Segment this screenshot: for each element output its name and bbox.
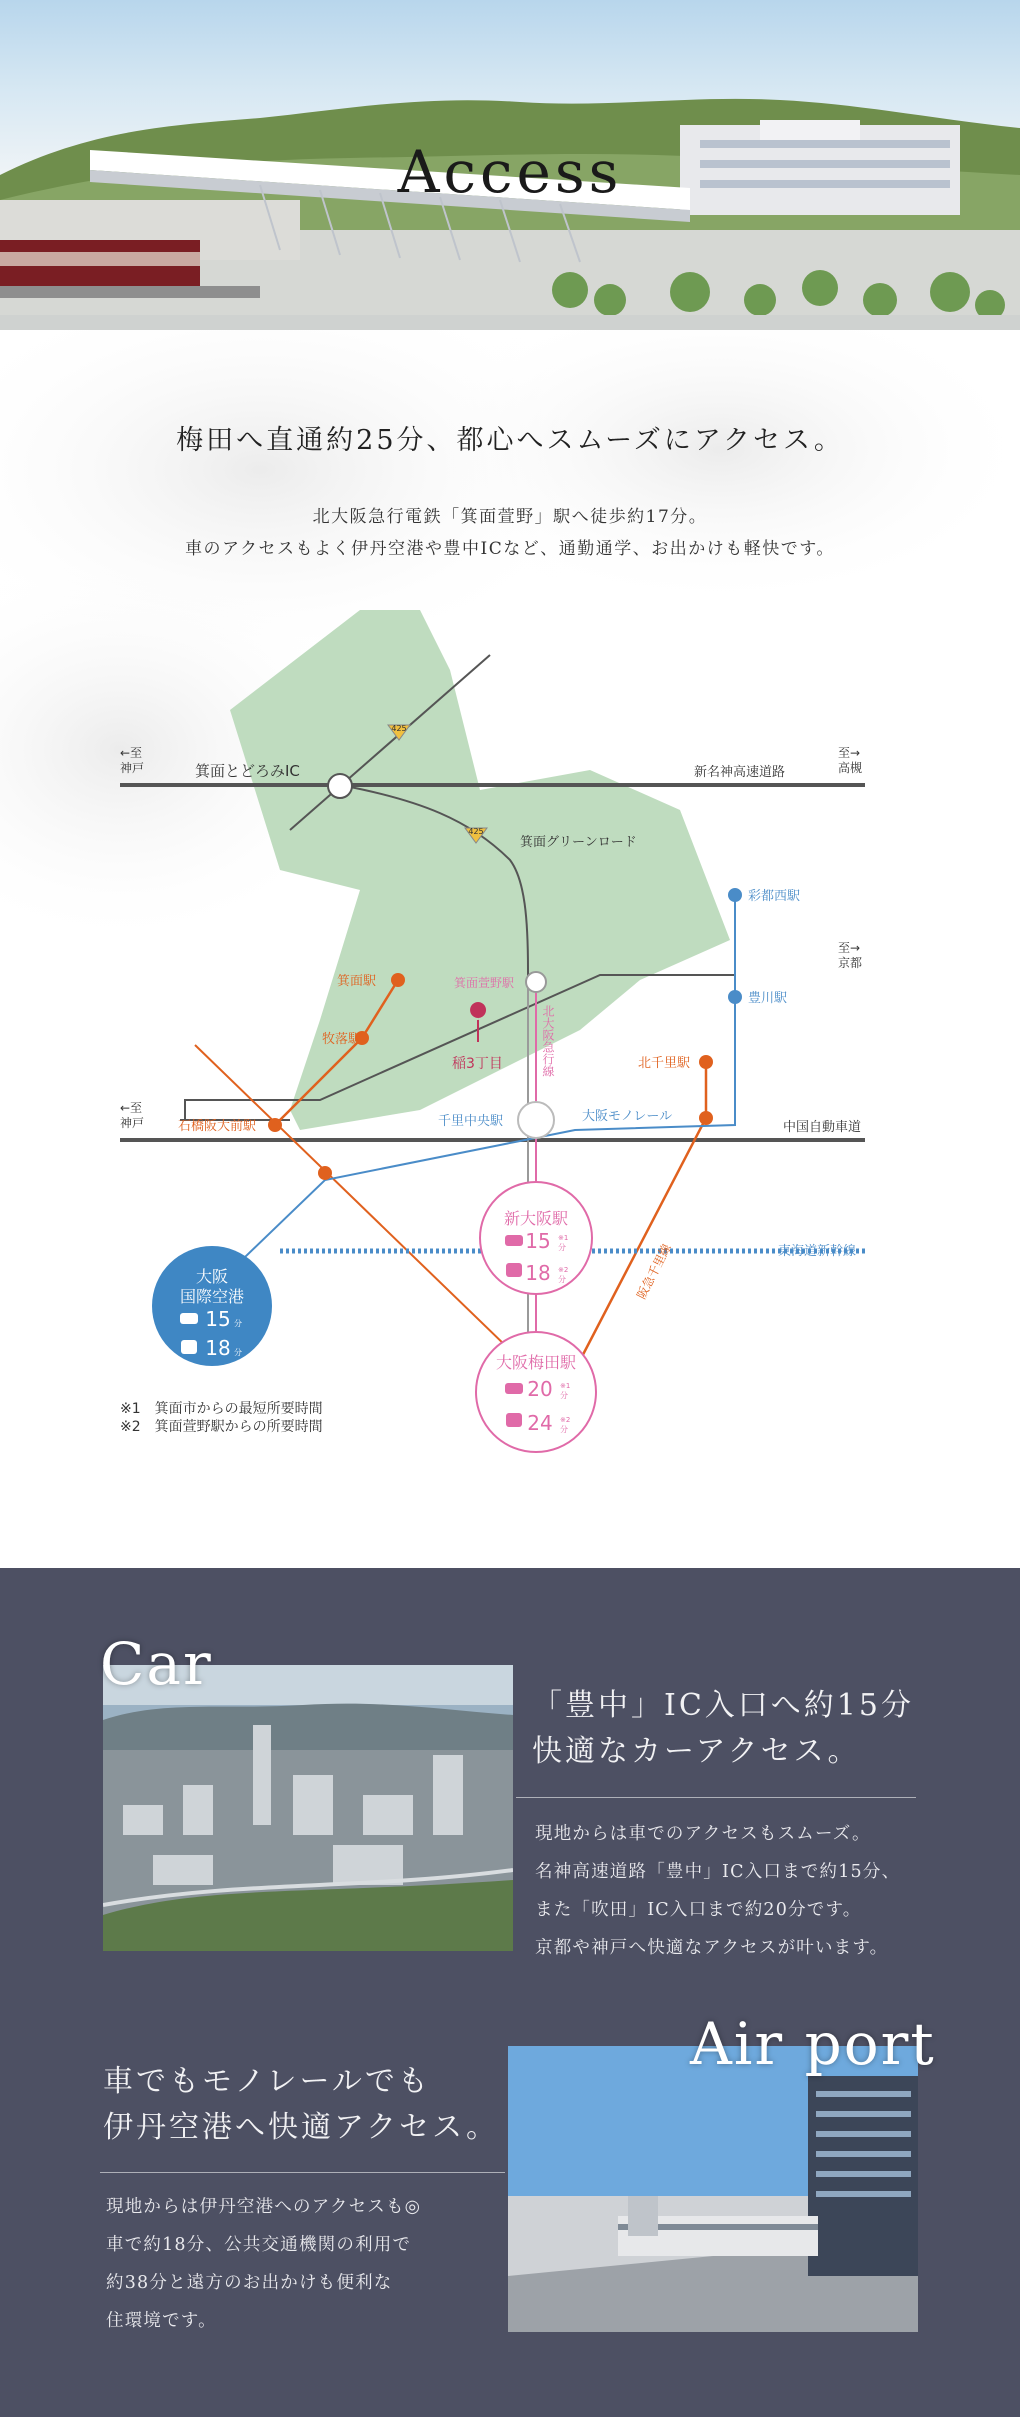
svg-text:分: 分	[234, 1348, 242, 1357]
minoh-city-area	[230, 610, 730, 1130]
svg-text:大阪: 大阪	[195, 1267, 229, 1286]
airport-photo	[508, 2046, 918, 2332]
svg-text:15: 15	[525, 1229, 551, 1253]
intro-headline: 梅田へ直通約25分、都心へスムーズにアクセス。	[176, 425, 844, 456]
station-dot-senri-chuo	[518, 1102, 554, 1138]
ic-label: 箕面とどろみIC	[195, 762, 300, 780]
station-dot-minoh	[391, 973, 405, 987]
hub-umeda	[476, 1332, 596, 1452]
intro-line-1: 北大阪急行電鉄「箕面萱野」駅へ徒歩約17分。	[312, 507, 708, 527]
station-minoh-kayano: 箕面萱野駅	[454, 976, 515, 990]
svg-text:15: 15	[205, 1307, 231, 1331]
svg-text:神戸: 神戸	[120, 761, 145, 775]
airport-divider	[100, 2172, 505, 2173]
shinmeishin-label: 新名神高速道路	[694, 765, 786, 780]
hub-shin-osaka	[480, 1182, 592, 1294]
site-label: 稲3丁目	[452, 1056, 503, 1072]
svg-text:※1: ※1	[558, 1234, 569, 1242]
svg-text:大阪梅田駅: 大阪梅田駅	[495, 1353, 577, 1372]
ic-marker	[328, 774, 352, 798]
svg-text:分: 分	[560, 1391, 568, 1400]
station-dot-yamada	[699, 1111, 713, 1125]
station-dot-minoh-kayano	[526, 972, 546, 992]
shinkansen-label: 東海道新幹線	[778, 1244, 857, 1259]
svg-text:神戸: 神戸	[120, 1116, 145, 1130]
car-photo	[103, 1665, 513, 1951]
car-body: 現地からは車でのアクセスもスムーズ。 名神高速道路「豊中」IC入口まで約15分、 また「吹田」IC入口まで約20分です。 京都や神戸へ快適なアクセスが叶います。	[535, 1824, 901, 1958]
page-title: Access	[397, 138, 623, 206]
svg-text:24: 24	[527, 1411, 553, 1435]
station-minoh: 箕面駅	[337, 974, 377, 989]
svg-text:国際空港: 国際空港	[179, 1287, 245, 1306]
car-section-label: Car	[100, 1630, 213, 1698]
airport-headline-2: 伊丹空港へ快適アクセス。	[103, 2110, 499, 2145]
svg-text:※2: ※2	[560, 1416, 571, 1424]
station-dot-kitasenri	[699, 1055, 713, 1069]
access-detail-section	[0, 1568, 1020, 2417]
svg-text:京都: 京都	[838, 956, 863, 970]
svg-text:至→: 至→	[838, 746, 861, 760]
svg-text:425: 425	[391, 724, 407, 733]
hero-banner	[0, 0, 1020, 330]
monorail-label: 大阪モノレール	[582, 1109, 673, 1124]
station-dot-toyokawa	[728, 990, 742, 1004]
station-dot-saito	[728, 888, 742, 902]
svg-text:425: 425	[468, 827, 484, 836]
airport-section-label: Air port	[690, 2010, 936, 2078]
kitakyu-label: 北大阪急行線	[541, 1005, 555, 1077]
svg-text:※2: ※2	[558, 1266, 569, 1274]
svg-text:18: 18	[525, 1261, 551, 1285]
hankyu-senri-label: 阪急千里線	[634, 1241, 674, 1302]
intro-line-2: 車のアクセスもよく伊丹空港や豊中ICなど、通勤通学、お出かけも軽快です。	[185, 539, 835, 559]
map-note-2: ※2 箕面萱野駅からの所要時間	[120, 1419, 323, 1435]
station-dot-hotarugaike	[318, 1166, 332, 1180]
green-road-label: 箕面グリーンロード	[520, 835, 637, 850]
car-headline-1: 「豊中」IC入口へ約15分	[532, 1688, 914, 1723]
svg-text:至→: 至→	[838, 941, 861, 955]
airport-headline-1: 車でもモノレールでも	[103, 2064, 431, 2099]
svg-text:20: 20	[527, 1377, 553, 1401]
station-makiochi: 牧落駅	[322, 1032, 362, 1047]
chugoku-label: 中国自動車道	[783, 1120, 862, 1135]
airport-body: 現地からは伊丹空港へのアクセスも◎ 車で約18分、公共交通機関の利用で 約38分と遠方のお出かけも便利な 住環境です。	[106, 2197, 422, 2331]
station-saito: 彩都西駅	[748, 889, 801, 904]
svg-text:分: 分	[558, 1275, 566, 1284]
station-senri-chuo: 千里中央駅	[438, 1114, 504, 1129]
svg-text:18: 18	[205, 1336, 231, 1360]
station-kitasenri: 北千里駅	[638, 1056, 691, 1071]
svg-text:分: 分	[558, 1243, 566, 1252]
svg-text:←至: ←至	[120, 746, 143, 760]
station-toyokawa: 豊川駅	[748, 991, 788, 1006]
svg-text:分: 分	[560, 1425, 568, 1434]
hub-airport	[152, 1246, 272, 1366]
svg-text:高槻: 高槻	[838, 761, 863, 775]
station-ishibashi: 石橋阪大前駅	[178, 1119, 257, 1134]
station-dot-ishibashi	[268, 1118, 282, 1132]
access-map	[0, 590, 1020, 1470]
car-divider	[516, 1797, 916, 1798]
svg-text:※1: ※1	[560, 1382, 571, 1390]
svg-text:新大阪駅: 新大阪駅	[503, 1209, 569, 1228]
map-note-1: ※1 箕面市からの最短所要時間	[120, 1401, 323, 1417]
svg-text:←至: ←至	[120, 1101, 143, 1115]
svg-text:分: 分	[234, 1319, 242, 1328]
car-headline-2: 快適なカーアクセス。	[532, 1734, 861, 1769]
